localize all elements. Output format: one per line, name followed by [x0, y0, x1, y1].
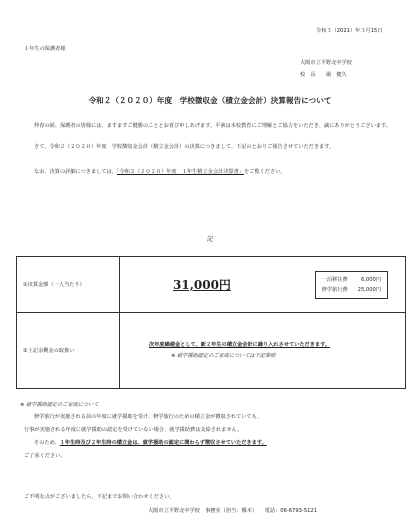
notice-emphasis: １年生時及び２年生時の積立金は、就学援助の認定に関わらず徴収させていただきます。 — [59, 440, 267, 446]
row1-label: ①決算金額（一人当たり） — [17, 257, 120, 313]
details-pre: なお、決算の詳細につきましては、 — [34, 169, 117, 175]
table-row — [17, 257, 406, 313]
document-date: 令和３（2021）年３月15日 — [316, 28, 383, 34]
recipient: １年生の保護者様 — [24, 46, 66, 52]
contact-office: 大阪市立平野北中学校 事務室（担当：橋本） 電話：06-6793-5121 — [148, 508, 318, 514]
notice-heading: ※ 就学援助認定のご家庭について — [20, 402, 99, 408]
notice-line: ご了承ください。 — [24, 453, 66, 459]
notice-line: 修学旅行が実施される前の年度に就学援助を受け、修学旅行のための積立金が徴収されていても、 — [34, 414, 263, 420]
details-reference: 「令和２（２０２０）年度 １年生積立金会計決算書」 — [116, 169, 244, 175]
greeting-paragraph: 仲春の候、保護者の皆様には、ますますご健勝のこととお喜び申しあげます。平素は本校教育にご理解とご協力をいただき、誠にありがとうございます。 — [34, 123, 391, 129]
report-paragraph: さて、令和２（２０２０）年度 学校徴収金会計（積立金会計）の決算につきまして、下記のとおりご報告させていただきます。 — [34, 144, 335, 150]
breakdown-item: 一泊移住費 6,000円 — [321, 276, 381, 283]
carryover-note: ※ 就学援助認定のご家庭については下記参照 — [171, 352, 276, 359]
school-name: 大阪市立平野北中学校 — [300, 60, 352, 66]
details-post: をご覧ください。 — [244, 169, 286, 175]
table-row — [17, 313, 406, 389]
breakdown-box — [315, 271, 388, 299]
notice-line: そのため、１年生時及び２年生時の積立金は、就学援助の認定に関わらず徴収させていただきます。 — [34, 440, 267, 446]
row1-value — [120, 257, 406, 313]
ki-heading: 記 — [206, 236, 213, 243]
document-title: 令和２（２０２０）年度 学校徴収金（積立金会計）決算報告について — [88, 96, 332, 105]
row2-label: ②上記余剰金の取扱い — [17, 313, 120, 389]
carryover-text: 次年度繰越金として、新２年生の積立金会計に繰り入れさせていただきます。 — [149, 341, 331, 348]
principal-name: 校 長 堀 健久 — [300, 72, 347, 78]
breakdown-item: 修学旅行費 25,000円 — [321, 286, 381, 293]
notice-line: 行事が実施される年度に就学援助の認定を受けていない場合、就学援助費は支給されません。 — [24, 427, 243, 433]
settlement-table — [16, 256, 406, 389]
row2-value — [120, 313, 406, 389]
details-paragraph — [34, 168, 410, 177]
contact-note: ご不明な点がございましたら、下記までお問い合わせください。 — [24, 494, 175, 500]
settlement-amount: 31,000円 — [173, 278, 231, 292]
